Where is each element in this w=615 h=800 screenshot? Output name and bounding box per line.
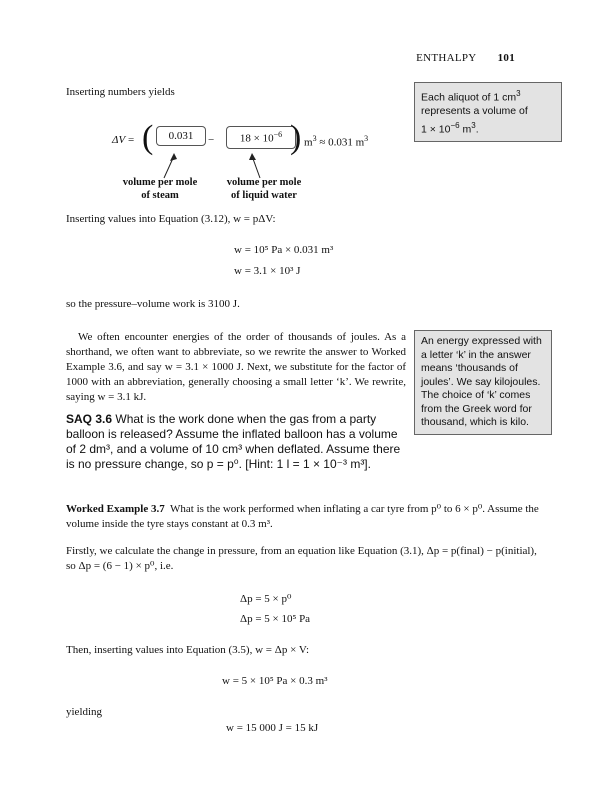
box2-text: 18 × 10 [239,132,274,145]
pv-work-line: so the pressure–volume work is 3100 J. [66,298,240,310]
left-paren: ( [142,119,154,156]
rhs-approx: ≈ 0.031 m [316,136,365,149]
note-line: Each aliquot of 1 cm [421,91,517,104]
label-water-l2: of liquid water [231,190,297,201]
rhs-exp: 3 [312,134,317,143]
note-line: 1 × 10 [421,123,451,135]
box-steam-volume: 0.031 [156,126,206,146]
label-water-l1: volume per mole [226,177,302,188]
eq-work-result: w = 15 000 J = 15 kJ [226,722,319,734]
worked-example-3-7 [66,502,546,532]
note-line: represents a volume of [421,105,528,117]
eq-deltap-b: Δp = 5 × 10⁵ Pa [240,613,311,625]
saq-3-6 [66,412,406,472]
saq-hint: [Hint: 1 l = 1 × 10⁻³ m³]. [245,457,371,471]
page-number: 101 [497,52,515,64]
paragraph-kilo: We often encounter energies of the order of thousands of joules. As a shorthand, we often want to abbreviate, so we rewrite the answer to Worked Example 3.6, and say w = 3.1 × 1000 J. Next, we substitute for the factor of 1000 with an abbreviation, generally choosing a small letter ‘k’. We rewrite, saying w = 3.1 kJ. [66,331,406,403]
we-text: What is the work performed when inflating a car tyre from p⁰ to 6 × p⁰. Assume the volume inside the tyre stays constant at 0.3 m³. [66,503,539,530]
rhs-unit: m [304,136,313,149]
label-steam [110,176,210,202]
eq312-line: Inserting values into Equation (3.12), w = pΔV: [66,213,276,225]
label-steam-l2: of steam [141,190,179,201]
note-sup: −6 [450,120,460,130]
chapter-title: ENTHALPY [416,52,477,64]
intro-line: Inserting numbers yields [66,86,175,98]
note-line: m [459,123,472,135]
note-sup: 3 [516,89,521,98]
we-label: Worked Example 3.7 [66,503,165,515]
running-header [416,52,515,64]
eq-lhs: ΔV = [112,134,135,146]
firstly-paragraph: Firstly, we calculate the change in pressure, from an equation like Equation (3.1), Δp = p(final) − p(initial), so Δp = (6 − 1) × p⁰, i.e. [66,545,537,572]
saq-label: SAQ 3.6 [66,412,113,426]
approx-exp: 3 [364,134,369,143]
label-water [214,176,314,202]
eq-work-tyre: w = 5 × 10⁵ Pa × 0.3 m³ [222,675,328,687]
margin-note-kilojoules: An energy expressed with a letter ‘k’ in the answer means ‘thousands of joules’. We say kilojoules. The choice of ‘k’ comes from the Greek word for thousand, which is kilo. [414,330,552,435]
right-paren: ) [290,119,302,156]
eq-work-b: w = 3.1 × 10³ J [234,265,301,277]
label-steam-l1: volume per mole [122,177,198,188]
yielding-line: yielding [66,706,103,718]
note-sup: 3 [471,120,476,130]
eq-work-a: w = 10⁵ Pa × 0.031 m³ [234,244,334,256]
saq-text: What is the work done when the gas from a party balloon is released? Assume the inflated balloon has a volume of 2 dm³, and a volume of 10 cm³ when deflated. Assume there is no pressure change, so p = p⁰. [66,412,401,471]
margin-note-aliquot [414,82,562,142]
note-line: . [475,123,479,135]
then-line: Then, inserting values into Equation (3.5), w = Δp × V: [66,644,310,656]
box2-exp: −6 [273,130,283,139]
eq-deltap-a: Δp = 5 × p⁰ [240,593,292,605]
eq-minus: − [208,134,215,146]
